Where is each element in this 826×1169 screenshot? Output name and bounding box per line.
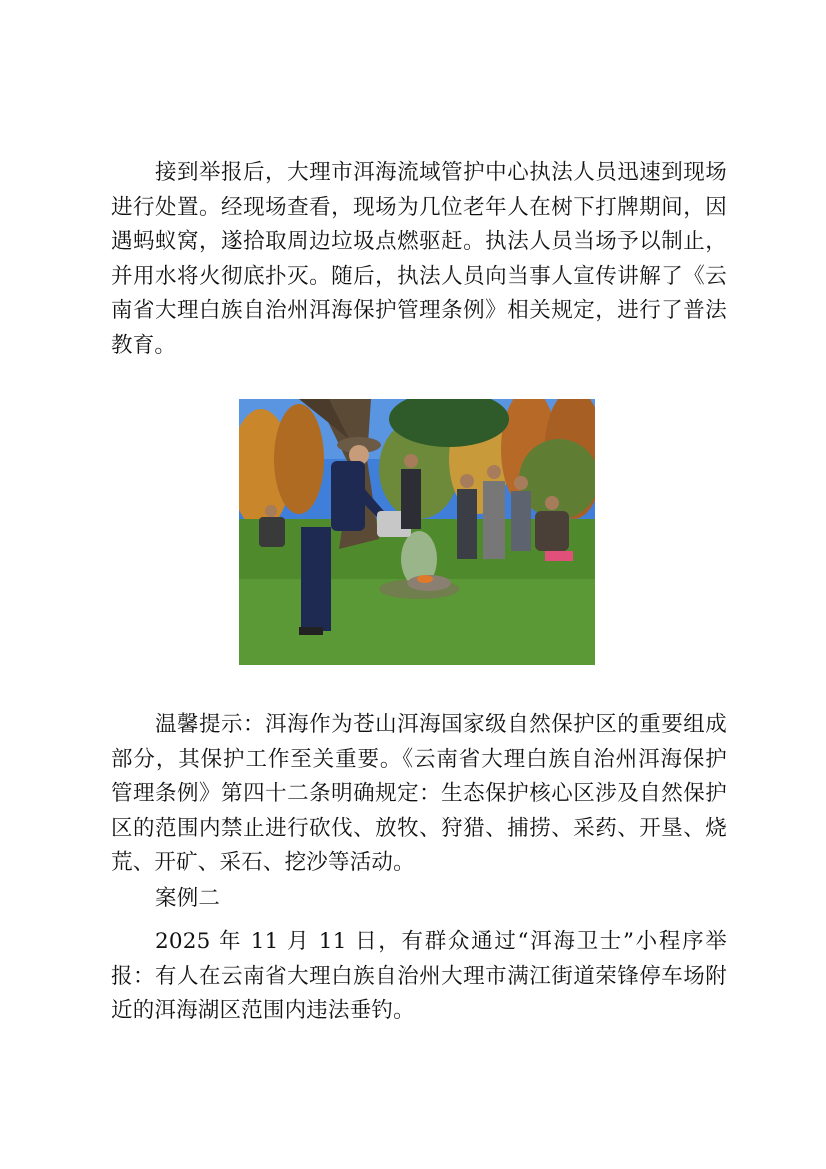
scene-photo — [239, 399, 595, 665]
case-heading: 案例二 — [155, 886, 221, 911]
body-paragraph-incident-handling: 接到举报后，大理市洱海流域管护中心执法人员迅速到现场进行处置。经现场查看，现场为几位老年人在树下打牌期间，因遇蚂蚁窝，遂拾取周边垃圾点燃驱赶。执法人员当场予以制止，并用水将火彻底扑灭。随后，执法人员向当事人宣传讲解了《云南省大理白族自治州洱海保护管理条例》相关规定，进行了普法教育。 — [111, 160, 727, 358]
body-paragraph-case-two: 2025 年 11 月 11 日，有群众通过“洱海卫士”小程序举报：有人在云南省大理白族自治州大理市满江街道荣锋停车场附近的洱海湖区范围内违法垂钓。 — [111, 929, 727, 1023]
body-paragraph-reminder: 温馨提示：洱海作为苍山洱海国家级自然保护区的重要组成部分，其保护工作至关重要。《云南省大理白族自治州洱海保护管理条例》第四十二条明确规定：生态保护核心区涉及自然保护区的范围内禁止进行砍伐、放牧、狩猎、捕捞、采药、开垦、烧荒、开矿、采石、挖沙等活动。 — [111, 712, 727, 875]
